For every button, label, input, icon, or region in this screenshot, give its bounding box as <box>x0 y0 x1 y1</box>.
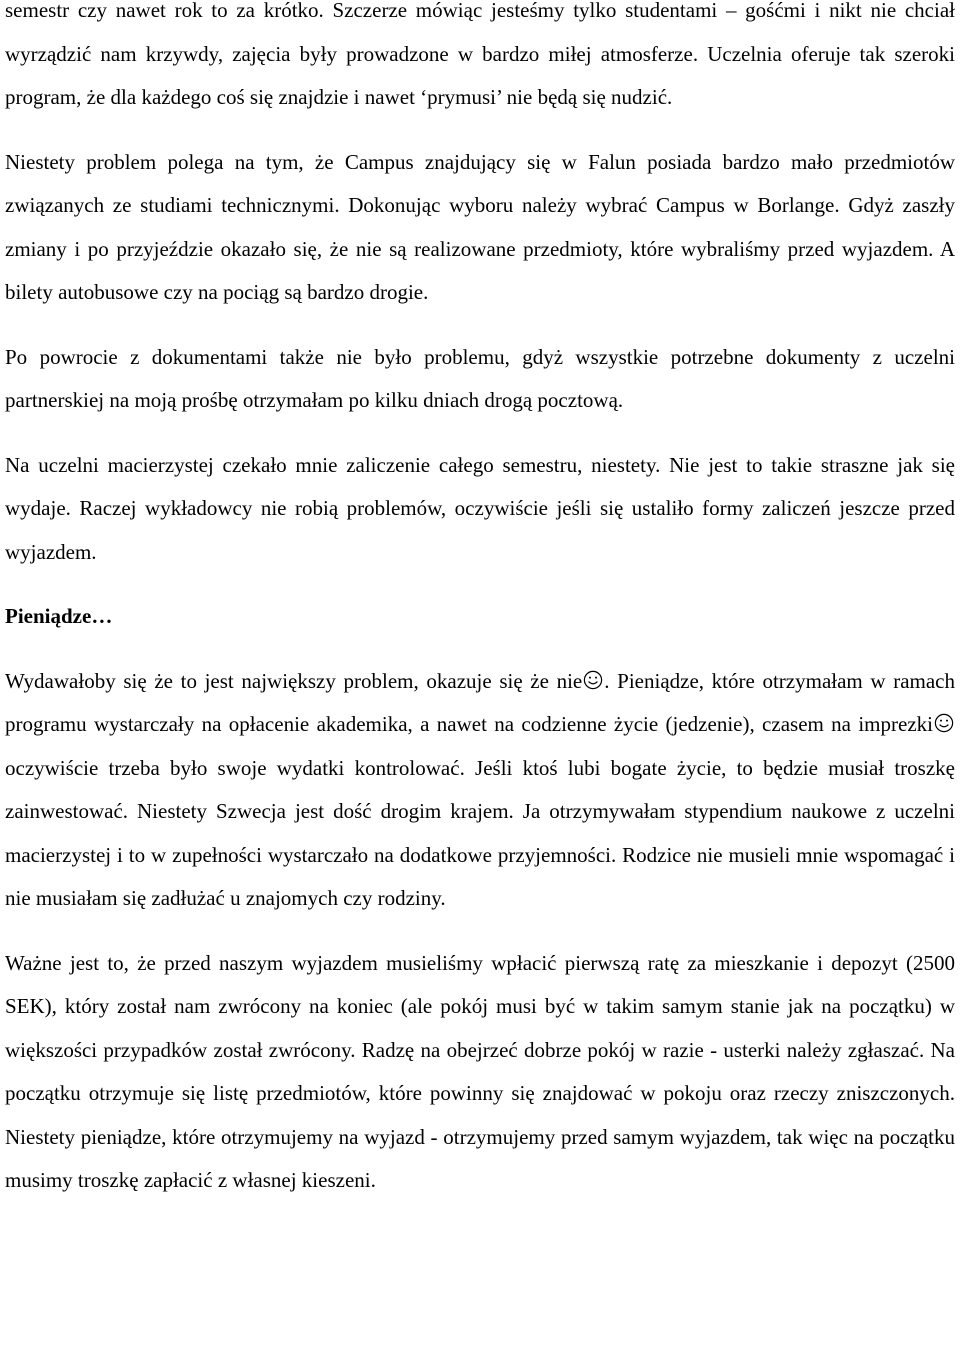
money-text-part-1: Wydawałoby się że to jest największy problem, okazuje się że nie <box>5 668 583 693</box>
paragraph-studies: semestr czy nawet rok to za krótko. Szczerze mówiąc jesteśmy tylko studentami – gośćmi i nikt nie chciał wyrządzić nam krzywdy, zajęcia były prowadzone w bardzo miłej atmosferze. Uczelnia oferuje tak szeroki program, że dla każdego coś się znajdzie i nawet ‘prymusi’ nie będą się nudzić. <box>5 0 955 109</box>
section-heading-money: Pieniądze… <box>5 604 113 628</box>
money-text-part-2: . Pieniądze, które otrzymałam w ramach programu wystarczały na opłacenie akademika, a nawet na codzienne życie (jedzenie), czasem na imprezki <box>5 668 956 736</box>
paragraph-home-university: Na uczelni macierzystej czekało mnie zaliczenie całego semestru, niestety. Nie jest to takie straszne jak się wydaje. Raczej wykładowcy nie robią problemów, oczywiście jeśli się ustaliło formy zaliczeń jeszcze przed wyjazdem. <box>5 452 955 564</box>
paragraph-deposit: Ważne jest to, że przed naszym wyjazdem musieliśmy wpłacić pierwszą ratę za mieszkanie i depozyt (2500 SEK), który został nam zwrócony na koniec (ale pokój musi być w takim samym stanie jak na początku) w większości przypadków został zwrócony. Radzę na obejrzeć dobrze pokój w razie - usterki należy zgłaszać. Na początku otrzymuje się listę przedmiotów, które powinny się znajdować w pokoju oraz rzeczy zniszczonych. Niestety pieniądze, które otrzymujemy na wyjazd - otrzymujemy przed samym wyjazdem, tak więc na początku musimy troszkę zapłacić z własnej kieszeni. <box>5 950 955 1192</box>
smiley-face-icon <box>934 713 954 733</box>
smiley-face-icon <box>583 670 603 690</box>
paragraph-campus: Niestety problem polega na tym, że Campus znajdujący się w Falun posiada bardzo mało przedmiotów związanych ze studiami technicznymi. Dokonując wyboru należy wybrać Campus w Borlange. Gdyż zaszły zmiany i po przyjeździe okazało się, że nie są realizowane przedmioty, które wybraliśmy przed wyjazdem. A bilety autobusowe czy na pociąg są bardzo drogie. <box>5 149 955 304</box>
money-text-part-3: oczywiście trzeba było swoje wydatki kontrolować. Jeśli ktoś lubi bogate życie, to będzie musiał troszkę zainwestować. Niestety Szwecja jest dość drogim krajem. Ja otrzymywałam stypendium naukowe z uczelni macierzystej i to w zupełności wystarczało na dodatkowe przyjemności. Rodzice nie musieli mnie wspomagać i nie musiałam się zadłużać u znajomych czy rodziny. <box>5 755 955 910</box>
paragraph-documents: Po powrocie z dokumentami także nie było problemu, gdyż wszystkie potrzebne dokumenty z uczelni partnerskiej na moją prośbę otrzymałam po kilku dniach drogą pocztową. <box>5 344 955 412</box>
paragraph-money <box>5 660 955 921</box>
document-page <box>5 0 955 1224</box>
